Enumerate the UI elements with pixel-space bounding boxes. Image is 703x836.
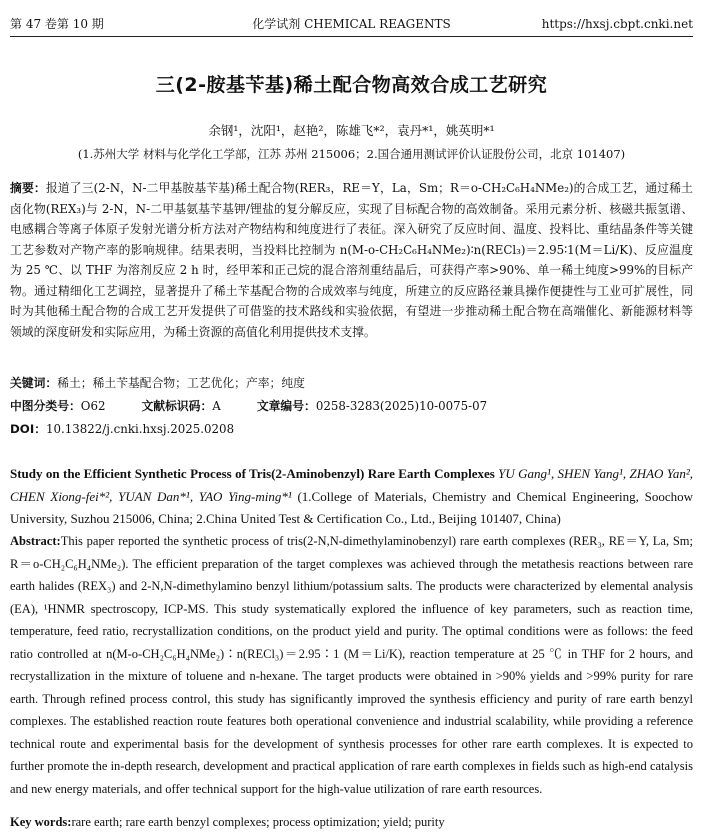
affiliation: (1.苏州大学 材料与化学化工学部，江苏 苏州 215006；2.国合通用测试评价认证股份公司，北京 101407) (77, 147, 626, 161)
clc-value: O62 (80, 399, 106, 413)
journal-name: 化学试剂 CHEMICAL REAGENTS (252, 17, 451, 31)
issue-info: 第 47 卷第 10 期 (10, 17, 104, 31)
paper-title: 三(2-胺基苄基)稀土配合物高效合成工艺研究 (155, 74, 548, 96)
doc-code-label: 文献标识码： (141, 399, 213, 413)
chinese-abstract (10, 178, 693, 342)
english-abstract-label: Abstract: (10, 534, 61, 548)
english-keywords-text: rare earth; rare earth benzyl complexes; process optimization; yield; purity (71, 815, 445, 829)
keywords-text: 稀土；稀土苄基配合物；工艺优化；产率；纯度 (57, 376, 305, 390)
article-number-label: 文章编号： (256, 399, 316, 413)
english-authors: YU Gang¹, SHEN Yang¹, ZHAO Yan², CHEN Xiong-fei*², YUAN Dan*¹, YAO Ying-ming*¹ (10, 466, 693, 504)
article-number-value: 0258-3283(2025)10-0075-07 (315, 399, 488, 413)
doi-value[interactable]: 10.13822/j.cnki.hxsj.2025.0208 (46, 422, 235, 436)
author-list: 余钢¹，沈阳¹，赵艳²，陈雄飞*²，袁丹*¹，姚英明*¹ (208, 123, 495, 138)
keywords-label: 关键词： (10, 376, 58, 390)
english-title: Study on the Efficient Synthetic Process of Tris(2-Aminobenzyl) Rare Earth Complexes (10, 466, 495, 481)
abstract-text: 报道了三(2-N，N-二甲基胺基苄基)稀土配合物(RER₃，RE＝Y，La，Sm；R＝o-CH₂C₆H₄NMe₂)的合成工艺，通过稀土卤化物(REX₃)与 2-N，N-二甲基氨基苄基钾/锂盐的复分解反应，实现了目标配合物的高效制备。采用元素分析、核磁共振氢谱、电感耦合等离子体原子发射光谱分析方法对产物结构和纯度进行了表征。深入研究了反应时间、温度、投料比、重结晶条件等关键工艺参数对产物产率的影响规律。结果表明，当投料比控制为 n(M-o-CH₂C₆H₄NMe₂)∶n(RECl₃)＝2.95∶1(M＝Li/K)、反应温度为 25 ℃、以 THF 为溶剂反应 2 h 时，经甲苯和正己烷的混合溶剂重结晶后，可获得产率>90%、单一稀土纯度>99%的目标产物。通过精细化工艺调控，显著提升了稀土苄基配合物的合成效率与纯度，所建立的反应路径兼具操作便捷性与工业可扩展性，同时为其他稀土配合物的合成工艺开发提供了可借鉴的技术路线和实验依据，有望进一步推动稀土配合物在高端催化、新能源材料等领域的深度研发和实际应用，为稀土资源的高值化利用提供技术支撑。 (10, 181, 693, 339)
english-affiliation: (1.College of Materials, Chemistry and Chemical Engineering, Soochow University, Suzhou 215006, China; 2.China United Test & Certification Co., Ltd., Beijing 101407, China) (10, 488, 694, 526)
clc-label: 中图分类号： (10, 399, 81, 413)
english-keywords-label: Key words: (10, 815, 72, 829)
english-abstract (10, 530, 693, 800)
doi-line (10, 419, 693, 439)
doi-label: DOI： (10, 422, 47, 436)
classification-line (10, 396, 693, 416)
running-header (10, 14, 693, 34)
abstract-label: 摘要： (10, 181, 46, 195)
doc-code-value: A (212, 399, 221, 413)
chinese-keywords (10, 373, 693, 393)
header-divider (10, 36, 693, 37)
journal-url[interactable]: https://hxsj.cbpt.cnki.net (541, 17, 693, 31)
english-heading (10, 463, 693, 531)
english-abstract-text: This paper reported the synthetic process of tris(2-N,N-dimethylaminobenzyl) rare earth complexes (RER₃, RE＝Y, La, Sm; R＝o-CH₂C₆H₄NMe₂). The efficient preparation of the target complexes was achieved through the metathesis reactions between rare earth halides (REX₃) and 2-N,N-dimethylamino benzyl lithium/potassium salts. The products were characterized by elemental analysis (EA), ¹HNMR spectroscopy, ICP-MS. This study systematically explored the influence of key parameters, such as reaction time, temperature, feed ratio, recrystallization conditions, on the product yield and purity. The optimal conditions were as follows: the feed ratio controlled at n(M-o-CH₂C₆H₄NMe₂)∶n(RECl₃)＝2.95∶1 (M＝Li/K), reaction temperature at 25 ℃ in THF for 2 hours, and recrystallization in the mixture of toluene and n-hexane. The target products were obtained in >90% yields and >99% purity for rare earth. Through refined process control, this study has significantly improved the synthesis efficiency and purity of rare earth benzyl complexes. The established reaction route features both operational convenience and industrial scalability, while providing a reference technical route and experimental basis for the development of synthesis processes for other rare earth complexes. It is expected to further promote the in-depth research, development and practical application of rare earth complexes in fields such as high-end catalysis and new energy materials, and offer technical support for the high-value utilization of rare earth resources. (10, 534, 693, 796)
english-keywords (10, 812, 693, 832)
